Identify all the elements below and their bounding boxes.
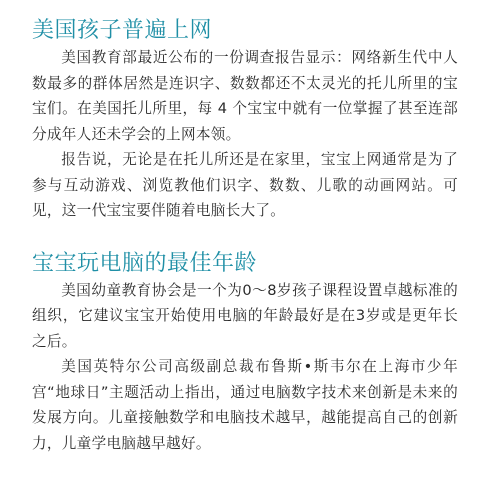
section-title: 宝宝玩电脑的最佳年龄 (32, 250, 258, 276)
section-kids-online (32, 17, 458, 224)
section-best-age (32, 250, 458, 457)
section-title: 美国孩子普遍上网 (32, 18, 213, 43)
paragraph: 报告说，无论是在托儿所还是在家里，宝宝上网通常是为了参与互动游戏、浏览教他们识字、数数、儿歌的动画网站。可见，这一代宝宝要伴随着电脑长大了。 (32, 151, 458, 219)
paragraph: 美国教育部最近公布的一份调查报告显示：网络新生代中人数最多的群体居然是连识字、数数都还不太灵光的托儿所里的宝宝们。在美国托儿所里，每 4 个宝宝中就有一位掌握了甚至连部分成年人还未学会的上网本领。 (32, 49, 458, 143)
paragraph: 美国英特尔公司高级副总裁布鲁斯•斯韦尔在上海市少年宫“地球日”主题活动上指出，通过电脑数字技术来创新是未来的发展方向。儿童接触数学和电脑技术越早，越能提高自己的创新力，儿童学电脑越早越好。 (32, 358, 458, 452)
paragraph: 美国幼童教育协会是一个为0～8岁孩子课程设置卓越标准的组织，它建议宝宝开始使用电脑的年龄最好是在3岁或是更年长之后。 (32, 281, 458, 350)
